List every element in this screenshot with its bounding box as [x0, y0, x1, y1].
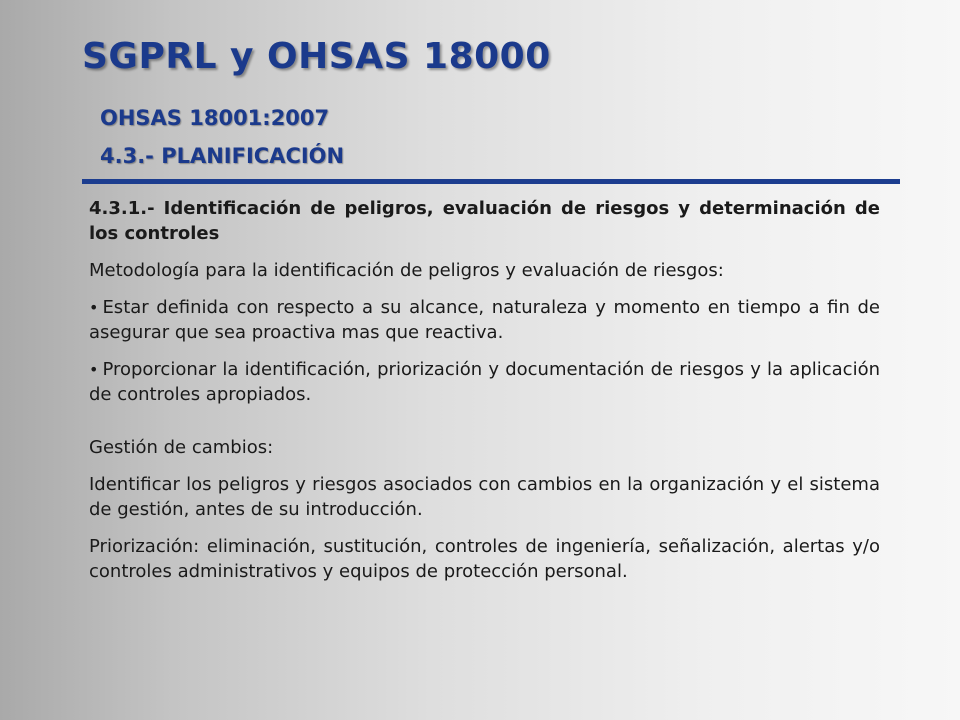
bullet-icon: •: [89, 298, 99, 317]
divider-rule: [82, 179, 900, 184]
standard-subtitle: OHSAS 18001:2007: [100, 106, 330, 130]
bullet-item: [89, 357, 880, 407]
section-subtitle: 4.3.- PLANIFICACIÓN: [100, 144, 345, 168]
slide-body: [89, 196, 880, 596]
bullet-icon: •: [89, 360, 99, 379]
change-management-text: Identificar los peligros y riesgos asociados con cambios en la organización y el sistema de gestión, antes de su introducción.: [89, 474, 880, 520]
slide-title: SGPRL y OHSAS 18000: [82, 36, 551, 77]
bullet-item: [89, 295, 880, 345]
section-heading: 4.3.1.- Identificación de peligros, evaluación de riesgos y determinación de los controles: [89, 198, 880, 244]
bullet-text: Proporcionar la identificación, priorización y documentación de riesgos y la aplicación de controles apropiados.: [89, 359, 880, 405]
prioritization-text: Priorización: eliminación, sustitución, controles de ingeniería, señalización, alertas y/o controles administrativos y equipos de protección personal.: [89, 536, 880, 582]
change-management-label: Gestión de cambios:: [89, 437, 274, 458]
spacer: [89, 419, 880, 435]
methodology-intro: Metodología para la identificación de peligros y evaluación de riesgos:: [89, 260, 724, 281]
bullet-text: Estar definida con respecto a su alcance, naturaleza y momento en tiempo a fin de asegurar que sea proactiva mas que reactiva.: [89, 297, 880, 343]
